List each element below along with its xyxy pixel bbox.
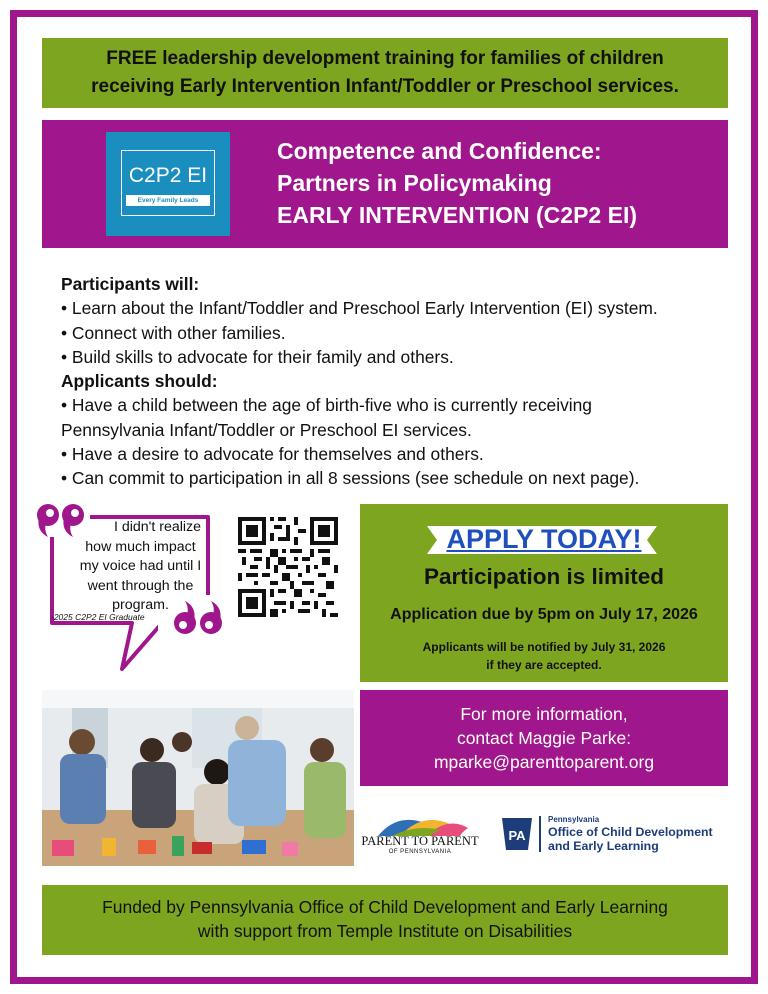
header-banner xyxy=(42,38,728,108)
quote-line: I didn't realize xyxy=(113,519,202,535)
logo-frame xyxy=(121,150,215,216)
header-line-2: receiving Early Intervention Infant/Toddler or Preschool services. xyxy=(91,76,679,97)
rainbow-hills-icon xyxy=(356,812,484,836)
p2p-subtitle: OF PENNSYLVANIA xyxy=(388,849,452,855)
title-line-3: EARLY INTERVENTION (C2P2 EI) xyxy=(277,202,637,228)
title-line-2: Partners in Policymaking xyxy=(277,170,552,196)
quote-line: went through the xyxy=(87,577,194,594)
quote-line: my voice had until I xyxy=(79,558,202,574)
program-details xyxy=(61,272,731,491)
apply-section xyxy=(360,504,728,682)
contact-line-1: For more information, xyxy=(460,704,628,724)
pa-ocdel-logo xyxy=(500,812,728,858)
applicants-heading: Applicants should: xyxy=(61,371,218,392)
program-title xyxy=(277,135,637,231)
apply-today-link[interactable]: APPLY TODAY! xyxy=(446,524,642,554)
contact-info xyxy=(360,690,728,786)
notification-line-1: Applicants will be notified by July 31, 2026 xyxy=(422,640,666,654)
ocd-name xyxy=(548,825,713,853)
applicants-item: • Can commit to participation in all 8 sessions (see schedule on next page). xyxy=(61,468,640,489)
logo-text: C2P2 EI xyxy=(128,164,208,187)
applicants-item: Pennsylvania Infant/Toddler or Preschool EI services. xyxy=(61,419,472,440)
footer-line-2: with support from Temple Institute on Disabilities xyxy=(197,921,573,941)
contact-email-link[interactable]: mparke@parenttoparent.org xyxy=(433,752,655,772)
logo-divider xyxy=(539,816,541,852)
notification-line-2: if they are accepted. xyxy=(486,658,602,672)
testimonial-quote xyxy=(30,495,230,675)
c2p2-logo xyxy=(106,132,230,236)
quote-line: program. xyxy=(112,597,169,613)
participants-item: • Build skills to advocate for their family and others. xyxy=(61,346,454,367)
applicants-item: • Have a desire to advocate for themselves and others. xyxy=(61,444,484,465)
qr-code[interactable] xyxy=(238,517,338,617)
participants-heading: Participants will: xyxy=(61,274,200,294)
application-due: Application due by 5pm on July 17, 2026 xyxy=(390,606,698,623)
ocd-state: Pennsylvania xyxy=(548,815,600,824)
participation-limited: Participation is limited xyxy=(423,564,665,589)
participants-item: • Connect with other families. xyxy=(61,322,286,343)
applicants-item: • Have a child between the age of birth-five who is currently receiving xyxy=(61,395,592,416)
ocd-line-1: Office of Child Development xyxy=(548,825,713,839)
header-line-1: FREE leadership development training for families of children xyxy=(106,48,664,69)
participants-item: • Learn about the Infant/Toddler and Preschool Early Intervention (EI) system. xyxy=(61,298,658,319)
logo-tagline: Every Family Leads xyxy=(126,195,210,206)
title-banner xyxy=(42,120,728,248)
pa-mark: PA xyxy=(508,828,526,843)
footer-line-1: Funded by Pennsylvania Office of Child Development and Early Learning xyxy=(102,897,668,917)
title-line-1: Competence and Confidence: xyxy=(277,138,602,164)
ocd-line-2: and Early Learning xyxy=(548,839,659,853)
p2p-name: PARENT TO PARENT xyxy=(361,834,479,848)
contact-line-2: contact Maggie Parke: xyxy=(456,728,632,748)
group-photo xyxy=(42,690,354,866)
funding-footer xyxy=(42,885,728,955)
keystone-icon xyxy=(500,812,534,856)
quote-line: how much impact xyxy=(85,538,196,555)
parent-to-parent-logo xyxy=(356,812,484,862)
quote-credit: -2025 C2P2 EI Graduate xyxy=(51,612,145,622)
quote-text xyxy=(58,518,223,616)
notification-note xyxy=(360,638,728,674)
